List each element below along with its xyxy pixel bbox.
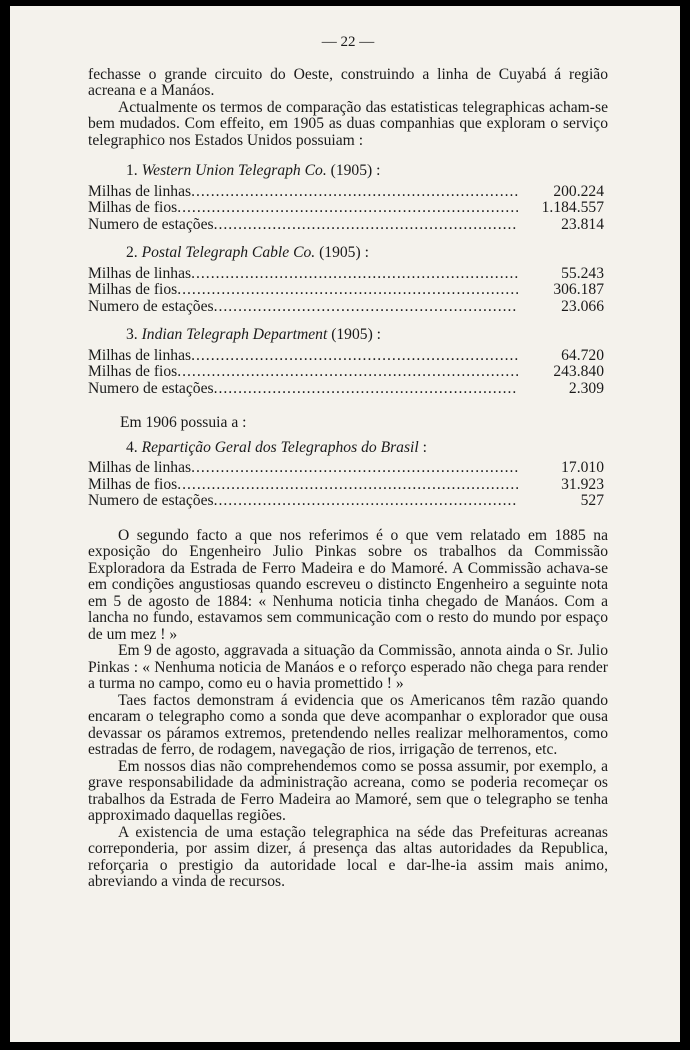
- brazil-note: Em 1906 possuia a :: [120, 414, 247, 431]
- table-row: Numero de estações ..... 527: [88, 493, 604, 510]
- section-number: 3.: [126, 326, 138, 343]
- table-row: Milhas de fios ..... 31.923: [88, 477, 604, 494]
- company-name: Repartição Geral dos Telegraphos do Brasil: [141, 438, 419, 456]
- stats-table-brazil-telegraphs: [88, 460, 604, 510]
- body-paragraph-5: A existencia de uma estação telegraphica na séde das Prefeituras acreanas correponderia, por assim dizer, á presença das altas autoridades da Republica, reforçaria o prestigio da autoridade local e dar-lhe-ia assim mais animo, abreviando a vinda de recursos.: [88, 823, 608, 890]
- page-number: — 22 —: [321, 34, 375, 50]
- table-row: Milhas de linhas ..... 55.243: [88, 266, 604, 283]
- table-row: Milhas de linhas ..... 17.010: [88, 460, 604, 477]
- body-paragraph-4: Em nossos dias não comprehendemos como se possa assumir, por exemplo, a grave responsabilidade da administração acreana, como se poderia recomeçar os trabalhos da Estrada de Ferro Madeira ao Mamoré, sem que o telegrapho se tenha approximado daquellas regiões.: [88, 757, 608, 824]
- section-year: (1905) :: [319, 244, 369, 261]
- section-number: 2.: [126, 244, 138, 261]
- section-title-brazil-telegraphs: [126, 440, 608, 457]
- section-title-western-union: [126, 163, 608, 180]
- table-row: Milhas de fios ..... 1.184.557: [88, 200, 604, 217]
- company-name: Western Union Telegraph Co.: [141, 162, 327, 179]
- stats-table-indian-telegraph: [88, 348, 604, 398]
- body-paragraph-1: O segundo facto a que nos referimos é o que vem relatado em 1885 na exposição do Engenheiro Julio Pinkas sobre os trabalhos da Commissão Exploradora da Estrada de Ferro Madeira e do Mamoré. A Commissão achava-se em condições angustiosas quando escreveu o distincto Engenheiro a seguinte nota em 5 de agosto de 1884: « Nenhuma noticia tinha chegado de Manáos. Com a lancha no fundo, estavamos sem communicação com o resto do mundo por espaço de um mez ! »: [88, 526, 608, 643]
- company-name: Indian Telegraph Department: [141, 326, 328, 343]
- section-title-postal-telegraph: [126, 245, 608, 262]
- section-year: (1905) :: [331, 326, 381, 343]
- body-paragraph-3: Taes factos demonstram á evidencia que os Americanos têm razão quando encaram o telegrapho como a sonda que deve acompanhar o explorador que ousa devassar os páramos extremos, pretendendo nelles realizar melhoramentos, como estradas de ferro, de rodagem, navegação de rios, irrigação de terrenos, etc.: [88, 691, 608, 758]
- section-number: 4.: [126, 438, 138, 456]
- page-content: [88, 6, 608, 891]
- section-number: 1.: [126, 162, 138, 179]
- intro-paragraph-2: Actualmente os termos de comparação das estatisticas telegraphicas acham-se bem mudados. Com effeito, em 1905 as duas companhias que exploram o serviço telegraphico nos Estados Unidos possuiam :: [88, 98, 608, 149]
- intro-paragraph-1: fechasse o grande circuito do Oeste, construindo a linha de Cuyabá á região acreana e a Manáos.: [88, 65, 608, 99]
- section-year: :: [422, 438, 427, 456]
- table-row: Milhas de fios ..... 306.187: [88, 282, 604, 299]
- table-row: Milhas de linhas ..... 200.224: [88, 184, 604, 201]
- body-paragraph-2: Em 9 de agosto, aggravada a situação da Commissão, annota ainda o Sr. Julio Pinkas : « Nenhuma noticia de Manáos e o reforço esperado não chega para render a turma no campo, como eu o havia promettido ! »: [88, 642, 608, 692]
- stats-table-western-union: [88, 184, 604, 234]
- stats-table-postal-telegraph: [88, 266, 604, 316]
- section-year: (1905) :: [330, 162, 381, 179]
- table-row: Numero de estações ..... 23.814: [88, 217, 604, 234]
- table-row: Numero de estações ..... 23.066: [88, 299, 604, 316]
- table-row: Numero de estações ..... 2.309: [88, 381, 604, 398]
- table-row: Milhas de fios ..... 243.840: [88, 364, 604, 381]
- document-page: [10, 6, 680, 1042]
- table-row: Milhas de linhas ..... 64.720: [88, 348, 604, 365]
- section-title-indian-telegraph: [126, 327, 608, 344]
- company-name: Postal Telegraph Cable Co.: [141, 244, 316, 261]
